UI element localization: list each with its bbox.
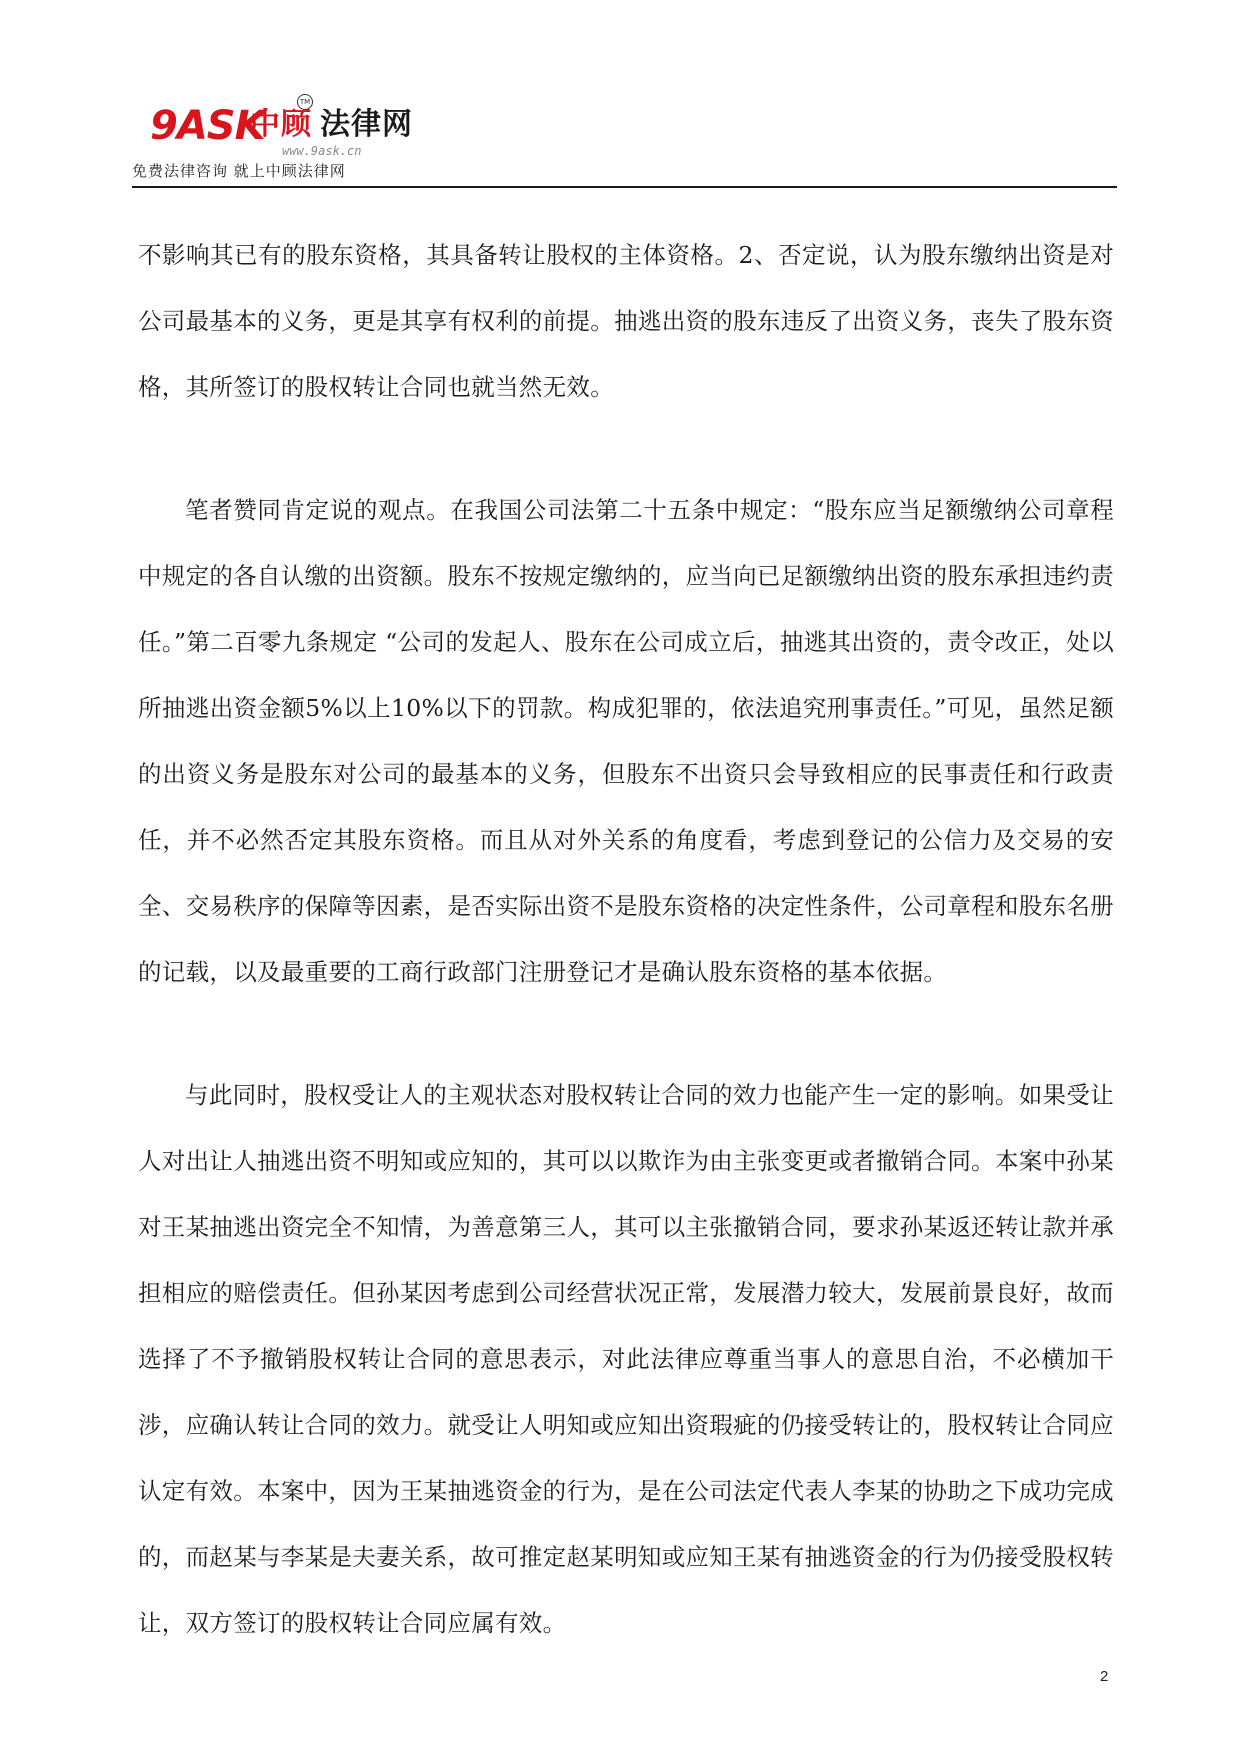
- logo-9ask: 9ASK: [150, 103, 265, 149]
- logo-site-name: [250, 107, 413, 142]
- paragraph-gap: [138, 420, 1114, 477]
- logo-falvwang: 法律网: [320, 107, 413, 142]
- document-body: [138, 222, 1114, 1656]
- paragraph-continued: 不影响其已有的股东资格，其具备转让股权的主体资格。2、否定说，认为股东缴纳出资是对公司最基本的义务，更是其享有权利的前提。抽逃出资的股东违反了出资义务，丧失了股东资格，其所签订的股权转让合同也就当然无效。: [138, 241, 1114, 401]
- header-divider: [132, 186, 1117, 188]
- logo-zhonggu: 中顾: [250, 107, 312, 142]
- logo-slogan: 免费法律咨询 就上中顾法律网: [132, 162, 346, 180]
- paragraph-gap: [138, 1005, 1114, 1062]
- trademark-icon: TM: [297, 94, 313, 110]
- logo-url: www.9ask.cn: [282, 144, 362, 158]
- page-header: [132, 92, 1117, 187]
- page-number: 2: [1100, 1668, 1109, 1685]
- paragraph-opinion: 笔者赞同肯定说的观点。在我国公司法第二十五条中规定：“股东应当足额缴纳公司章程中规定的各自认缴的出资额。股东不按规定缴纳的，应当向已足额缴纳出资的股东承担违约责任。”第二百零九条规定 “公司的发起人、股东在公司成立后，抽逃其出资的，责令改正，处以所抽逃出资金额5%以上10%以下的罚款。构成犯罪的，依法追究刑事责任。”可见，虽然足额的出资义务是股东对公司的最基本的义务，但股东不出资只会导致相应的民事责任和行政责任，并不必然否定其股东资格。而且从对外关系的角度看，考虑到登记的公信力及交易的安全、交易秩序的保障等因素，是否实际出资不是股东资格的决定性条件，公司章程和股东名册的记载，以及最重要的工商行政部门注册登记才是确认股东资格的基本依据。: [138, 496, 1114, 986]
- paragraph-transferee: 与此同时，股权受让人的主观状态对股权转让合同的效力也能产生一定的影响。如果受让人对出让人抽逃出资不明知或应知的，其可以以欺诈为由主张变更或者撤销合同。本案中孙某对王某抽逃出资完全不知情，为善意第三人，其可以主张撤销合同，要求孙某返还转让款并承担相应的赔偿责任。但孙某因考虑到公司经营状况正常，发展潜力较大，发展前景良好，故而选择了不予撤销股权转让合同的意思表示，对此法律应尊重当事人的意思自治，不必横加干涉，应确认转让合同的效力。就受让人明知或应知出资瑕疵的仍接受转让的，股权转让合同应认定有效。本案中，因为王某抽逃资金的行为，是在公司法定代表人李某的协助之下成功完成的，而赵某与李某是夫妻关系，故可推定赵某明知或应知王某有抽逃资金的行为仍接受股权转让，双方签订的股权转让合同应属有效。: [138, 1081, 1114, 1637]
